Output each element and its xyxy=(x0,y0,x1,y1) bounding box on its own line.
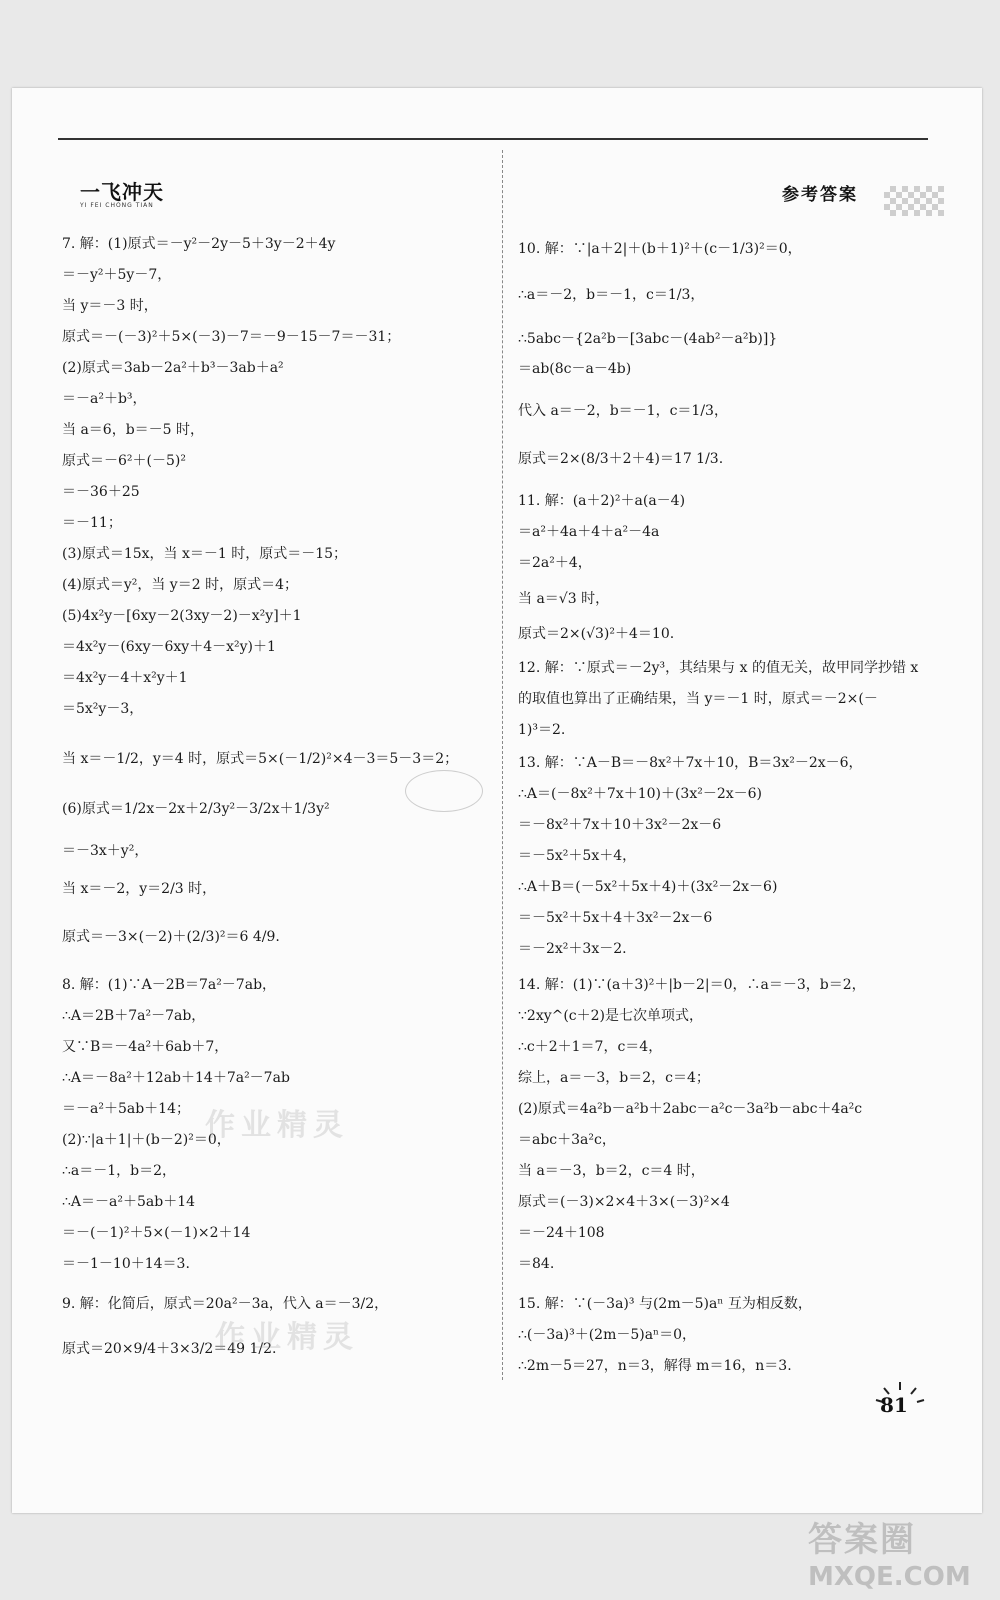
answer-line: 11. 解：(a＋2)²＋a(a－4) xyxy=(518,493,686,509)
answer-line: 13. 解：∵A－B＝－8x²＋7x＋10，B＝3x²－2x－6， xyxy=(518,755,863,771)
answer-line: (2)原式＝3ab－2a²＋b³－3ab＋a² xyxy=(62,360,284,376)
answer-line: ∴a＝－1，b＝2， xyxy=(62,1163,177,1179)
answer-line: ∴A＝2B＋7a²－7ab， xyxy=(62,1008,206,1024)
answer-line: (2)原式＝4a²b－a²b＋2abc－a²c－3a²b－abc＋4a²c xyxy=(518,1101,863,1117)
answer-line: ＝－5x²＋5x＋4＋3x²－2x－6 xyxy=(518,910,713,926)
corner-site-logo: 答案圈 xyxy=(808,1520,916,1560)
answer-line: 9. 解：化简后，原式＝20a²－3a，代入 a＝－3/2， xyxy=(62,1296,389,1312)
answer-line: ＝－a²＋5ab＋14； xyxy=(62,1101,190,1117)
answer-line: 又∵B＝－4a²＋6ab＋7， xyxy=(62,1039,229,1055)
brand-subtitle: YI FEI CHONG TIAN xyxy=(80,202,154,209)
answer-line: ∴A＝－8a²＋12ab＋14＋7a²－7ab xyxy=(62,1070,290,1086)
header-rule xyxy=(58,138,928,140)
brand-logo: 一飞冲天 xyxy=(80,180,164,204)
answer-line: 的取值也算出了正确结果，当 y＝－1 时，原式＝－2×(－ xyxy=(518,691,878,707)
answer-line: ＝－24＋108 xyxy=(518,1225,605,1241)
answer-line: ＝－a²＋b³， xyxy=(62,391,147,407)
answer-line: ＝ab(8c－a－4b) xyxy=(518,361,632,377)
answer-line: ＝abc＋3a²c， xyxy=(518,1132,616,1148)
answer-line: 当 x＝－1/2，y＝4 时，原式＝5×(－1/2)²×4－3＝5－3＝2； xyxy=(62,751,459,767)
answer-line: ＝－3x＋y²， xyxy=(62,843,149,859)
answer-line: ∴A＝－a²＋5ab＋14 xyxy=(62,1194,196,1210)
answer-line: ＝4x²y－(6xy－6xy＋4－x²y)＋1 xyxy=(62,639,276,655)
answer-line: ＝5x²y－3， xyxy=(62,701,144,717)
answer-line: 当 a＝√3 时， xyxy=(518,591,610,607)
checker-pattern-decoration xyxy=(884,186,944,216)
answer-line: 原式＝－3×(－2)＋(2/3)²＝6 4/9. xyxy=(62,929,280,945)
answer-line: ＝－1－10＋14＝3. xyxy=(62,1256,190,1272)
answer-line: 原式＝(－3)×2×4＋3×(－3)²×4 xyxy=(518,1194,730,1210)
answer-line: 8. 解：(1)∵A－2B＝7a²－7ab， xyxy=(62,977,277,993)
answer-line: 原式＝2×(√3)²＋4＝10. xyxy=(518,626,675,642)
answer-line: 原式＝－6²＋(－5)² xyxy=(62,453,186,469)
answer-line: ∴5abc－{2a²b－[3abc－(4ab²－a²b)]} xyxy=(518,331,778,347)
answer-line: (3)原式＝15x，当 x＝－1 时，原式＝－15； xyxy=(62,546,348,562)
answer-line: 当 x＝－2，y＝2/3 时， xyxy=(62,881,217,897)
answer-line: ∴2m－5＝27，n＝3，解得 m＝16，n＝3. xyxy=(518,1358,792,1374)
watermark: 作业精灵 xyxy=(215,1320,359,1355)
section-title: 参考答案 xyxy=(782,185,858,205)
answer-line: 15. 解：∵(－3a)³ 与(2m－5)aⁿ 互为相反数， xyxy=(518,1296,812,1312)
answer-line: ＝－(－1)²＋5×(－1)×2＋14 xyxy=(62,1225,251,1241)
watermark-stamp xyxy=(405,770,483,812)
answer-line: ＝2a²＋4， xyxy=(518,555,592,571)
answer-line: ∴A＝(－8x²＋7x＋10)＋(3x²－2x－6) xyxy=(518,786,763,802)
column-divider xyxy=(502,150,503,1380)
answer-line: ＝4x²y－4＋x²y＋1 xyxy=(62,670,188,686)
answer-line: ∴(－3a)³＋(2m－5)aⁿ＝0， xyxy=(518,1327,697,1343)
answer-line: 代入 a＝－2，b＝－1，c＝1/3， xyxy=(518,403,728,419)
answer-line: ＝－y²＋5y－7， xyxy=(62,267,172,283)
answer-line: ∴c＋2＋1＝7，c＝4， xyxy=(518,1039,663,1055)
answer-line: (2)∵|a＋1|＋(b－2)²＝0， xyxy=(62,1132,231,1148)
page-header xyxy=(12,88,982,228)
answer-line: 综上，a＝－3，b＝2，c＝4； xyxy=(518,1070,710,1086)
answer-line: 1)³＝2. xyxy=(518,722,566,738)
answer-line: 原式＝2×(8/3＋2＋4)＝17 1/3. xyxy=(518,451,724,467)
answer-line: 原式＝－(－3)²＋5×(－3)－7＝－9－15－7＝－31； xyxy=(62,329,401,345)
answer-line: ∴a＝－2，b＝－1，c＝1/3， xyxy=(518,287,705,303)
answer-line: 当 a＝－3，b＝2，c＝4 时， xyxy=(518,1163,705,1179)
answer-line: (4)原式＝y²，当 y＝2 时，原式＝4； xyxy=(62,577,298,593)
corner-site-url: MXQE.COM xyxy=(808,1562,971,1592)
answer-line: 7. 解：(1)原式＝－y²－2y－5＋3y－2＋4y xyxy=(62,236,336,252)
answer-line: ＝a²＋4a＋4＋a²－4a xyxy=(518,524,660,540)
watermark: 作业精灵 xyxy=(205,1108,349,1143)
answer-line: 当 a＝6，b＝－5 时， xyxy=(62,422,205,438)
answer-line: ＝－2x²＋3x－2. xyxy=(518,941,627,957)
answer-line: (5)4x²y－[6xy－2(3xy－2)－x²y]＋1 xyxy=(62,608,302,624)
answer-line: ∴A＋B＝(－5x²＋5x＋4)＋(3x²－2x－6) xyxy=(518,879,778,895)
answer-line: (6)原式＝1/2x－2x＋2/3y²－3/2x＋1/3y² xyxy=(62,801,330,817)
answer-line: ＝84. xyxy=(518,1256,555,1272)
answer-line: ＝－8x²＋7x＋10＋3x²－2x－6 xyxy=(518,817,722,833)
answer-line: 当 y＝－3 时， xyxy=(62,298,158,314)
page-number: 81 xyxy=(880,1393,908,1417)
answer-line: 14. 解：(1)∵(a＋3)²＋|b－2|＝0，∴a＝－3，b＝2， xyxy=(518,977,866,993)
answer-line: 12. 解：∵原式＝－2y³，其结果与 x 的值无关，故甲同学抄错 x xyxy=(518,660,919,676)
answer-line: 10. 解：∵|a＋2|＋(b＋1)²＋(c－1/3)²＝0， xyxy=(518,241,802,257)
answer-line: ＝－36＋25 xyxy=(62,484,140,500)
answer-line: 原式＝20×9/4＋3×3/2＝49 1/2. xyxy=(62,1341,277,1357)
answer-line: ＝－11； xyxy=(62,515,122,531)
answer-line: ∵2xy^(c＋2)是七次单项式， xyxy=(518,1008,704,1024)
answer-line: ＝－5x²＋5x＋4， xyxy=(518,848,637,864)
